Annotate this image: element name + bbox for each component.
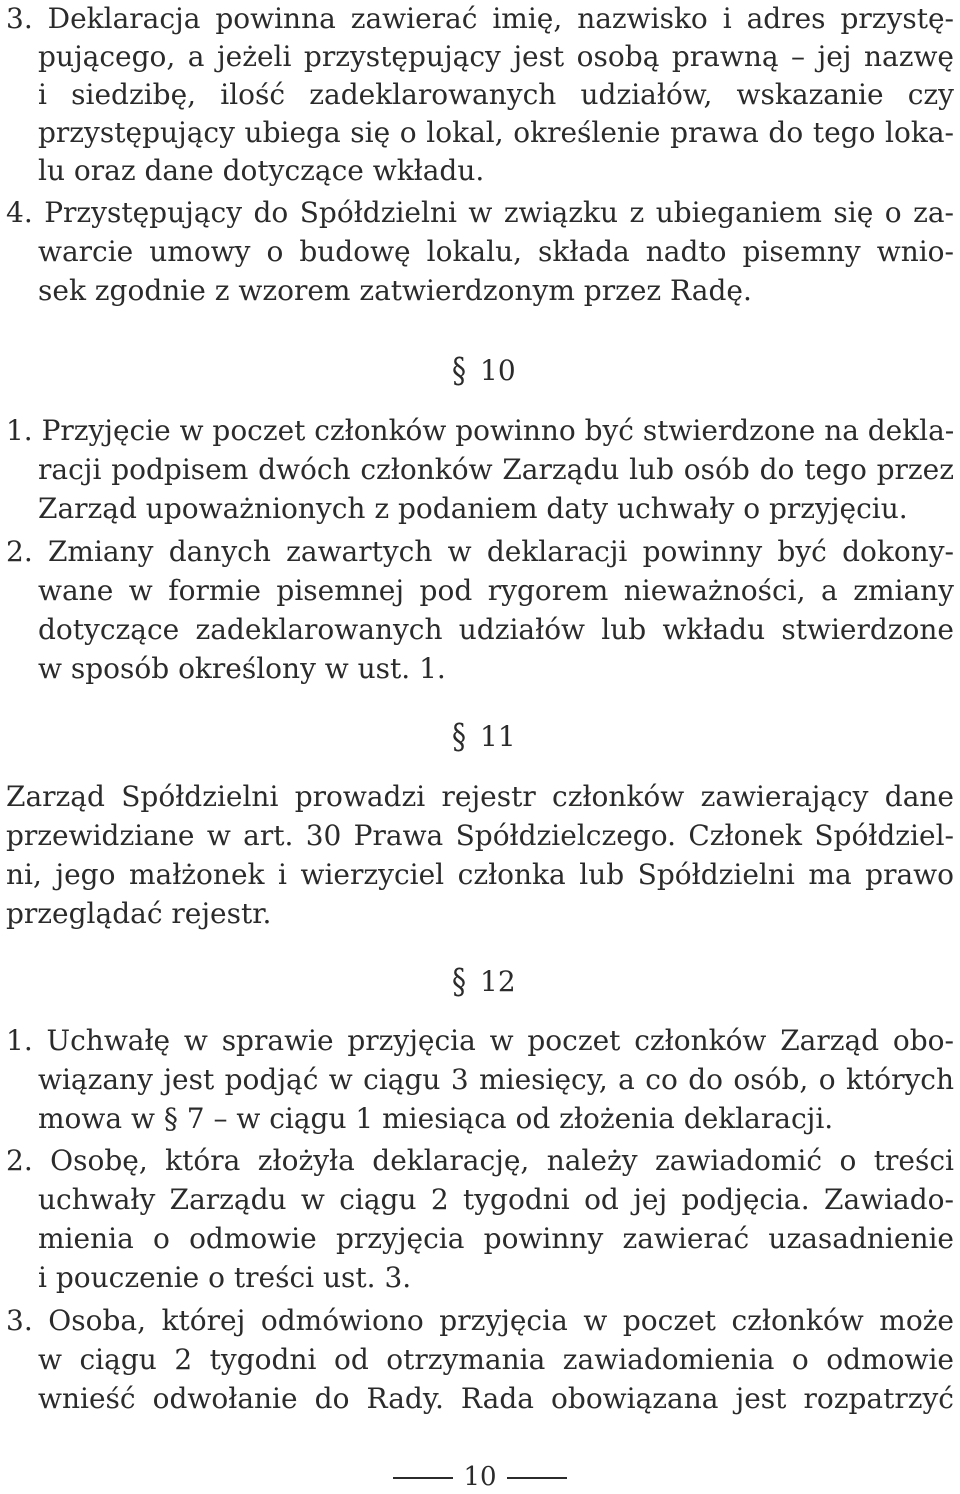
section-heading-12: [452, 960, 516, 1002]
text-line: mowa w § 7 – w ciągu 1 miesiąca od złożenia deklaracji.: [38, 1102, 834, 1135]
text-line: wnieść odwołanie do Rady. Rada obowiązana jest rozpatrzyć: [38, 1382, 954, 1415]
section-heading-11: [452, 715, 516, 757]
section-number: 10: [480, 354, 516, 387]
text-line: sek zgodnie z wzorem zatwierdzonym przez Radę.: [38, 274, 752, 307]
text-line: Zarząd upoważnionych z podaniem daty uchwały o przyjęciu.: [38, 492, 908, 525]
section-heading-10: [452, 349, 516, 391]
text-line: 1. Przyjęcie w poczet członków powinno być stwierdzone na dekla-: [6, 414, 954, 447]
text-line: mienia o odmowie przyjęcia powinny zawierać uzasadnienie: [38, 1222, 954, 1255]
text-line: 2. Zmiany danych zawartych w deklaracji powinny być dokony-: [6, 535, 954, 568]
text-line: lu oraz dane dotyczące wkładu.: [38, 154, 485, 187]
text-line: uchwały Zarządu w ciągu 2 tygodni od jej podjęcia. Zawiado-: [38, 1183, 954, 1216]
text-line: 3. Osoba, której odmówiono przyjęcia w poczet członków może: [6, 1304, 954, 1337]
text-line: warcie umowy o budowę lokalu, składa nadto pisemny wnio-: [38, 235, 954, 268]
text-line: wane w formie pisemnej pod rygorem nieważności, a zmiany: [38, 574, 954, 607]
page-number-text: 10: [463, 1462, 497, 1492]
text-line: przystępujący ubiega się o lokal, określenie prawa do tego loka-: [38, 116, 954, 149]
section-number: 11: [480, 720, 516, 753]
text-line: 4. Przystępujący do Spółdzielni w związku z ubieganiem się o za-: [6, 196, 954, 229]
dash-decoration: [507, 1477, 567, 1479]
dash-decoration: [393, 1477, 453, 1479]
text-line: i pouczenie o treści ust. 3.: [38, 1261, 412, 1294]
text-line: ni, jego małżonek i wierzyciel członka lub Spółdzielni ma prawo: [6, 858, 954, 891]
section-number: 12: [480, 965, 516, 998]
text-line: racji podpisem dwóch członków Zarządu lub osób do tego przez: [38, 453, 954, 486]
section-symbol: §: [452, 349, 466, 391]
text-line: pującego, a jeżeli przystępujący jest osobą prawną – jej nazwę: [38, 40, 954, 73]
text-line: w ciągu 2 tygodni od otrzymania zawiadomienia o odmowie: [38, 1343, 954, 1376]
text-line: przewidziane w art. 30 Prawa Spółdzielczego. Członek Spółdziel-: [6, 819, 954, 852]
text-line: w sposób określony w ust. 1.: [38, 652, 446, 685]
text-line: 1. Uchwałę w sprawie przyjęcia w poczet członków Zarząd obo-: [6, 1024, 954, 1057]
text-line: 3. Deklaracja powinna zawierać imię, nazwisko i adres przystę-: [6, 2, 954, 35]
section-symbol: §: [452, 960, 466, 1002]
text-line: Zarząd Spółdzielni prowadzi rejestr członków zawierający dane: [6, 780, 954, 813]
text-line: przeglądać rejestr.: [6, 897, 272, 930]
text-line: 2. Osobę, która złożyła deklarację, należy zawiadomić o treści: [6, 1144, 954, 1177]
page-number: [0, 1460, 960, 1494]
text-line: dotyczące zadeklarowanych udziałów lub wkładu stwierdzone: [38, 613, 954, 646]
text-line: wiązany jest podjąć w ciągu 3 miesięcy, a co do osób, o których: [38, 1063, 954, 1096]
text-line: i siedzibę, ilość zadeklarowanych udziałów, wskazanie czy: [38, 78, 954, 111]
section-symbol: §: [452, 715, 466, 757]
